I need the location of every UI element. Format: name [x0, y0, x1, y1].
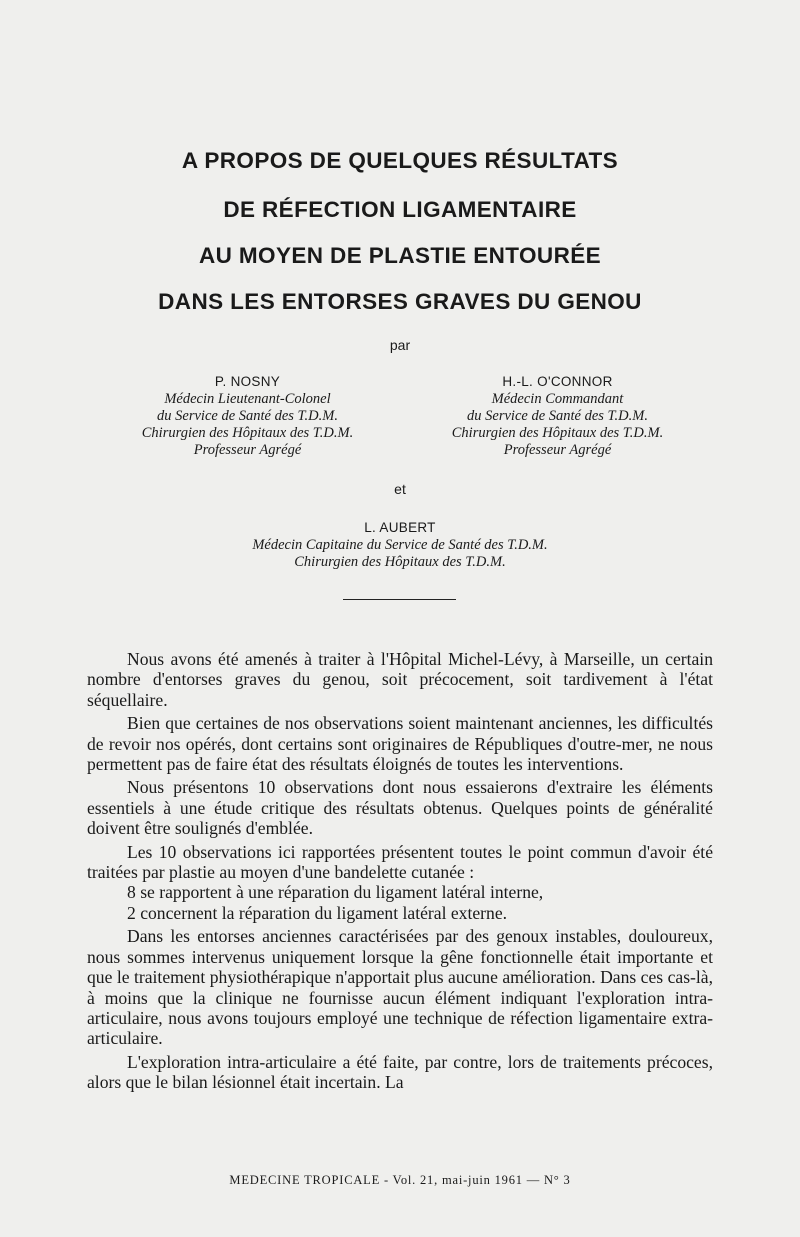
article-body [87, 649, 713, 1096]
author-block-aubert [150, 519, 650, 571]
list-item: 8 se rapportent à une réparation du ligament latéral interne, [127, 882, 544, 903]
author-affiliation: Professeur Agrégé [503, 442, 612, 458]
title-line-1: A PROPOS DE QUELQUES RÉSULTATS [181, 148, 619, 173]
author-name: L. AUBERT [364, 520, 436, 535]
author-affiliation: Chirurgien des Hôpitaux des T.D.M. [451, 425, 664, 441]
paragraph: Nous avons été amenés à traiter à l'Hôpital Michel-Lévy, à Marseille, un certain nombre d'entorses graves du genou, soit précocement, soit tardivement à l'état séquellaire. [87, 649, 713, 710]
title-line-3: AU MOYEN DE PLASTIE ENTOURÉE [198, 243, 602, 268]
author-affiliation: Médecin Lieutenant-Colonel [164, 391, 331, 407]
author-block-nosny [95, 373, 400, 459]
paragraph: Nous présentons 10 observations dont nous essaierons d'extraire les éléments essentiels à une étude critique des résultats obtenus. Quelques points de généralité doivent être soulignés d'emblée. [87, 777, 713, 839]
paragraph: Dans les entorses anciennes caractérisées par des genoux instables, douloureux, nous sommes intervenus uniquement lorsque la gêne fonctionnelle était importante et que le traitement physiothérapique n'apportait plus aucune amélioration. Dans ces cas-là, à moins que la clinique ne fournisse aucun élément indiquant l'exploration intra-articulaire, nous avons toujours employé une technique de réfection ligamentaire extra-articulaire. [87, 926, 713, 1049]
author-name: P. NOSNY [214, 374, 281, 389]
title-line-4: DANS LES ENTORSES GRAVES DU GENOU [158, 289, 642, 314]
author-affiliation: Médecin Capitaine du Service de Santé des T.D.M. [252, 537, 548, 553]
author-name: H.-L. O'CONNOR [502, 374, 613, 389]
author-block-oconnor [405, 373, 710, 459]
page-footer: MEDECINE TROPICALE - Vol. 21, mai-juin 1961 — N° 3 [229, 1173, 571, 1187]
author-affiliation: du Service de Santé des T.D.M. [157, 408, 338, 424]
title-line-2: DE RÉFECTION LIGAMENTAIRE [223, 197, 577, 222]
paragraph: L'exploration intra-articulaire a été faite, par contre, lors de traitements précoces, alors que le bilan lésionnel était incertain. La [87, 1051, 713, 1093]
author-affiliation: Médecin Commandant [491, 391, 624, 407]
paragraph: Bien que certaines de nos observations soient maintenant anciennes, les difficultés de revoir nos opérés, dont certains sont originaires de Républiques d'outre-mer, ne nous permettent pas de faire état des résultats éloignés de toutes les interventions. [87, 713, 713, 775]
list-item: 2 concernent la réparation du ligament latéral externe. [127, 902, 508, 923]
and-label: et [394, 481, 406, 497]
author-affiliation: du Service de Santé des T.D.M. [467, 408, 648, 424]
separator-rule [343, 599, 456, 600]
author-affiliation: Chirurgien des Hôpitaux des T.D.M. [141, 425, 354, 441]
author-affiliation: Chirurgien des Hôpitaux des T.D.M. [294, 554, 506, 570]
author-affiliation: Professeur Agrégé [193, 442, 302, 458]
paragraph: Les 10 observations ici rapportées présentent toutes le point commun d'avoir été traitées par plastie au moyen d'une bandelette cutanée : [87, 841, 713, 883]
by-label: par [389, 337, 411, 353]
